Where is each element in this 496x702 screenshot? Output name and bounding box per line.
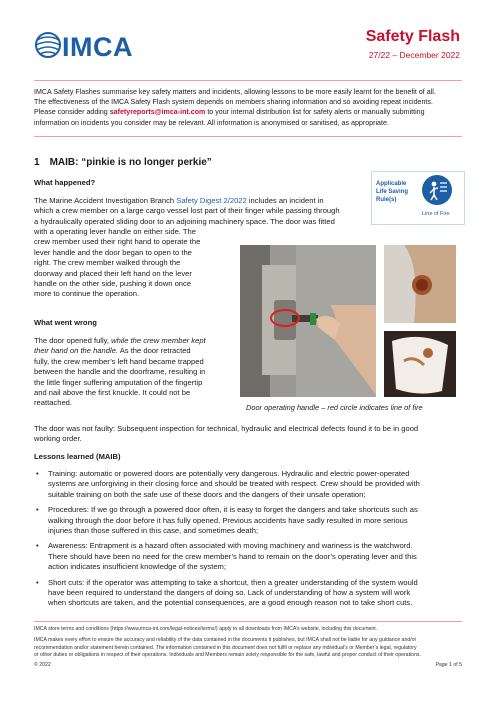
intro-line: information on incidents you consider may be relevant. All information is anonymised or sanitised, as appropriate. [34, 118, 389, 127]
intro-paragraph [34, 87, 462, 128]
logo-wordmark: IMCA [62, 32, 133, 62]
lessons-heading: Lessons learned (MAIB) [34, 452, 121, 461]
header-divider [34, 80, 462, 81]
footer-divider [34, 621, 462, 622]
footer-copyright: © 2022 [34, 662, 51, 668]
document-title: Safety Flash [365, 28, 460, 45]
safety-digest-link[interactable]: Safety Digest 2/2022 [176, 196, 247, 205]
intro-divider [34, 136, 462, 137]
footer-page-number: Page 1 of 5 [435, 662, 462, 668]
what-went-wrong-heading: What went wrong [34, 318, 97, 327]
photo-caption: Door operating handle – red circle indicates line of fire [246, 403, 423, 412]
intro-line: IMCA Safety Flashes summarise key safety matters and incidents, allowing lessons to be more easily learnt for the benefit of all. [34, 88, 436, 96]
section-number: 1 [34, 157, 40, 168]
lsr-label: Applicable Life Saving Rule(s) [376, 181, 409, 203]
what-happened-heading: What happened? [34, 178, 96, 187]
intro-line: The effectiveness of the IMCA Safety Flash system depends on members sharing information and so avoiding repeat incidents. [34, 98, 433, 107]
lesson-item: • Short cuts: if the operator was attempting to take a shortcut, then a greater understanding of the system would have been required to understand the dangers of doing so. Lack of understanding of how a system will work when shortcuts are taken, and the potential consequences, are a good enough reason not to take short cuts. [34, 578, 466, 609]
door-not-faulty-para: The door was not faulty: Subsequent inspection for technical, hydraulic and electrical defects found it to be in good working order. [34, 424, 419, 444]
injured-finger-photo [384, 245, 456, 323]
issue-number: 27/22 – December 2022 [368, 50, 460, 60]
footer-disclaimer: IMCA makes every effort to ensure the accuracy and reliability of the data contained in the documents it publishes, but IMCA shall not be liable for any guidance and/or recommendation and/or statement herein contained. The information contained in this document does not fulfil or replace any individual’s or Member’s legal, regulatory or other duties or obligations in respect of their operations. Individuals and Members remain solely responsible for the safe, lawful and proper conduct of their operations. [34, 637, 421, 658]
lessons-list-container [34, 469, 466, 614]
what-happened-para-narrow: with a operating lever handle on either side. The crew member used their right hand to operate the lever handle and the door began to open to the right. The crew member walked through the doorway and placed their left hand on the lever handle on the other side, pushing it down once more to continue the operation. [34, 227, 201, 299]
lessons-list [34, 469, 466, 609]
lesson-item: • Procedures: If we go through a powered door often, it is easy to forget the dangers and take shortcuts such as walking through the door before it has fully opened. Previous accidents have sadly resulted in more serious injuries than those suffered in this case, and sometimes death; [34, 505, 466, 536]
section-heading [34, 157, 212, 168]
email-link[interactable]: safetyreports@imca-int.com [109, 108, 206, 117]
globe-icon [34, 28, 64, 62]
line-of-fire-icon [422, 175, 452, 205]
lesson-item: • Awareness: Entrapment is a hazard often associated with moving machinery and wariness is the watchword. There should have been no need for the crew member’s hand to remain on the door’s operating lever and this action indicates insufficient knowledge of the system; [34, 541, 466, 572]
lesson-item: • Training: automatic or powered doors are potentially very dangerous. Hydraulic and electric power-operated systems are unforgiving in their closing force and should be treated with respect. Crew should be provided with suitable training on both the safe use of these doors and the dangers of their unsafe operation; [34, 469, 466, 500]
footer-terms: IMCA store terms and conditions (https://www.imca-int.com/legal-notices/terms/) apply to all downloads from IMCA’s website, including this document. [34, 626, 378, 632]
what-happened-para-wide: The Marine Accident Investigation Branch Safety Digest 2/2022 includes an incident in which a crew member on a large cargo vessel lost part of their finger while passing through a hydraulically operated sliding door to an adjoining machinery space. The door was fitted [34, 196, 340, 226]
what-went-wrong-para: The door opened fully, while the crew member kept their hand on the handle. As the door retracted fully, the crew member’s left hand became trapped between the handle and the doorframe, resulting in the little finger suffering amputation of the fingertip and nail above the first knuckle. It could not be reattached. [34, 336, 206, 408]
imca-logo [34, 28, 133, 62]
bandaged-hand-photo [384, 331, 456, 397]
door-handle-photo [240, 245, 376, 397]
section-title: MAIB: “pinkie is no longer perkie” [49, 157, 212, 168]
life-saving-rules-box [371, 171, 465, 225]
intro-line: Please consider adding safetyreports@imca-int.com to your internal distribution list for safety alerts or manually submitting [34, 108, 425, 117]
lsr-rule-caption: Line of Fire [422, 211, 450, 217]
